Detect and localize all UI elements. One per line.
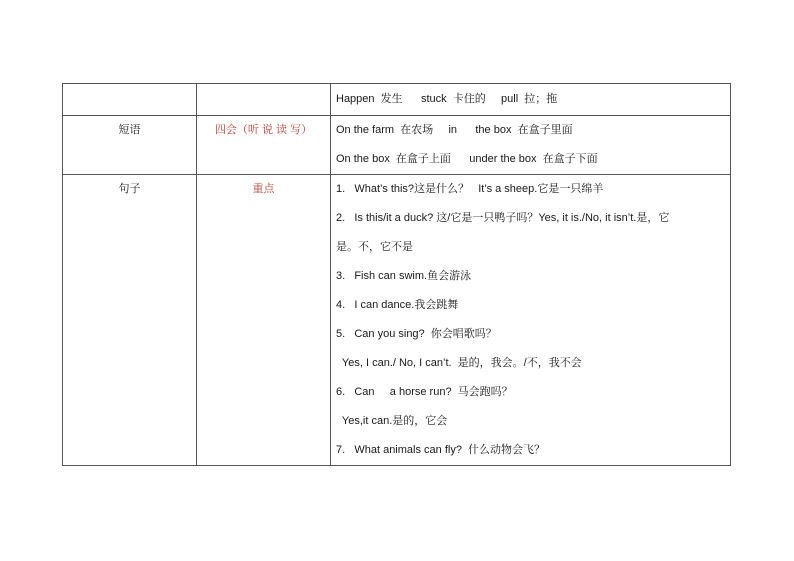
cell-requirement-empty bbox=[197, 84, 331, 116]
requirement-label-sentences: 重点 bbox=[252, 183, 275, 195]
cell-phrases-content bbox=[331, 116, 731, 175]
sentence-line: 1. What’s this?这是什么？ It’s a sheep.它是一只绵羊 bbox=[336, 183, 604, 195]
cell-sentences-content bbox=[331, 175, 731, 466]
sentence-line: 6. Can a horse run? 马会跑吗？ bbox=[336, 386, 513, 398]
vocabulary-table bbox=[62, 83, 731, 466]
cell-category-sentences bbox=[63, 175, 197, 466]
phrase-line: On the farm 在农场 in the box 在盒子里面 bbox=[336, 124, 573, 136]
requirement-label-phrases: 四会（听 说 读 写） bbox=[214, 124, 313, 136]
sentence-line: 2. Is this/it a duck? 这/它是一只鸭子吗？Yes, it is./No, it isn’t.是，它 bbox=[336, 212, 670, 224]
table-row-words bbox=[63, 84, 731, 116]
words-line: Happen 发生 stuck 卡住的 pull 拉；拖 bbox=[336, 93, 558, 105]
cell-category-empty bbox=[63, 84, 197, 116]
sentence-line: 5. Can you sing? 你会唱歌吗？ bbox=[336, 328, 497, 340]
cell-requirement-sentences bbox=[197, 175, 331, 466]
sentence-line: Yes,it can.是的，它会 bbox=[336, 415, 448, 427]
sentence-line: 4. I can dance.我会跳舞 bbox=[336, 299, 459, 311]
cell-requirement-phrases bbox=[197, 116, 331, 175]
table-row-phrases bbox=[63, 116, 731, 175]
cell-category-phrases bbox=[63, 116, 197, 175]
sentence-line: 3. Fish can swim.鱼会游泳 bbox=[336, 270, 472, 282]
category-label-phrases: 短语 bbox=[118, 124, 141, 136]
sentence-line: 是。不，它不是 bbox=[336, 241, 413, 253]
sentence-line: Yes, I can./ No, I can’t. 是的，我会。/不，我不会 bbox=[336, 357, 582, 369]
phrase-line: On the box 在盒子上面 under the box 在盒子下面 bbox=[336, 153, 598, 165]
table-row-sentences bbox=[63, 175, 731, 466]
sentence-line: 7. What animals can fly? 什么动物会飞？ bbox=[336, 444, 546, 456]
category-label-sentences: 句子 bbox=[118, 183, 141, 195]
cell-words-content bbox=[331, 84, 731, 116]
